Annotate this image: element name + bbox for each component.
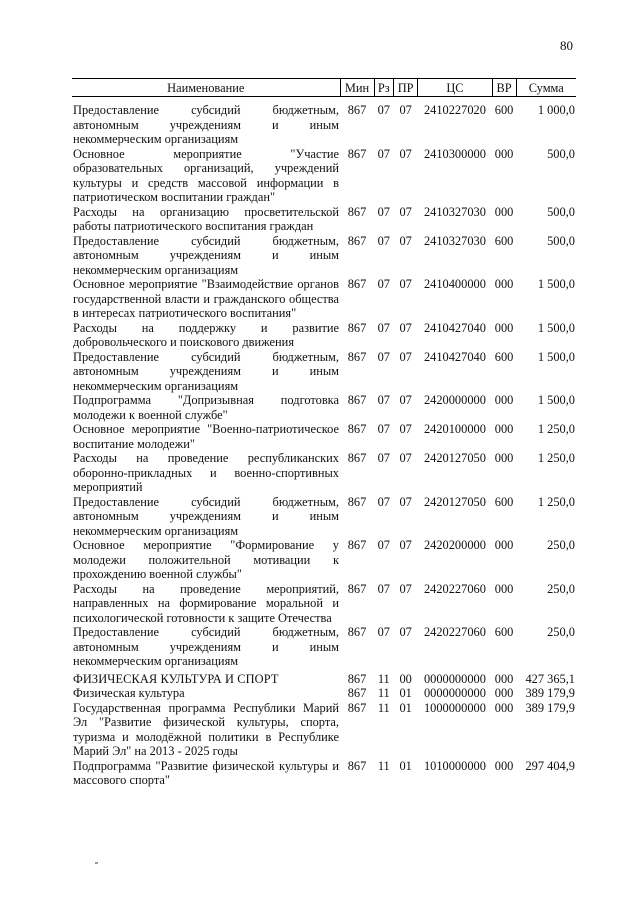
- row-rz-cell: 07: [377, 581, 390, 596]
- column-header-name: Наименование: [72, 79, 340, 97]
- table-row: [72, 422, 576, 451]
- row-vr-cell: 000: [494, 538, 514, 552]
- row-sum-cell: 1 500,0: [537, 393, 575, 407]
- row-sum-cell: 1 000,0: [537, 103, 575, 117]
- column-header-cs: ЦС: [418, 79, 492, 97]
- row-min-cell: 867: [347, 686, 367, 700]
- row-pr-cell: 07: [399, 451, 412, 465]
- column-header-rz: Рз: [374, 79, 394, 97]
- row-sum-cell: 427 365,1: [525, 671, 575, 686]
- row-sum-cell: 250,0: [547, 625, 575, 639]
- row-vr-cell: 000: [494, 671, 514, 686]
- row-pr-cell: 07: [399, 277, 412, 291]
- row-cs-cell: 2410327030: [423, 204, 486, 219]
- row-min-cell: 867: [347, 581, 367, 596]
- row-sum-cell: 250,0: [547, 581, 575, 596]
- row-rz-cell: 11: [377, 758, 390, 773]
- row-vr-cell: 600: [494, 349, 514, 364]
- row-sum-cell: 1 500,0: [537, 277, 575, 291]
- row-name-cell: Основное мероприятие "Военно-патриотическое воспитание молодежи": [73, 422, 339, 451]
- row-name-cell: Предоставление субсидий бюджетным, автономным учреждениям и иным некоммерческим организациям: [73, 494, 339, 538]
- table-row: [72, 97, 576, 147]
- row-vr-cell: 000: [494, 393, 514, 407]
- row-cs-cell: 2410400000: [423, 277, 486, 291]
- page-number: 80: [560, 38, 573, 53]
- row-name-cell: Государственная программа Республики Марий Эл "Развитие физической культуры, спорта, туризма и молодёжной политики в Республике Марий Эл" на 2013 - 2025 годы: [73, 700, 339, 758]
- table-row: [72, 350, 576, 394]
- row-rz-cell: 07: [377, 320, 390, 335]
- table-row: [72, 686, 576, 701]
- row-pr-cell: 01: [399, 758, 412, 773]
- row-pr-cell: 07: [399, 393, 412, 407]
- row-cs-cell: 2420127050: [423, 451, 486, 465]
- row-sum-cell: 1 250,0: [537, 422, 575, 436]
- column-header-min: Мин: [340, 79, 374, 97]
- budget-table: [72, 78, 576, 788]
- row-name-cell: Физическая культура: [73, 686, 185, 700]
- table-row: [72, 277, 576, 321]
- row-sum-cell: 1 500,0: [537, 349, 575, 364]
- row-rz-cell: 07: [377, 538, 390, 552]
- row-cs-cell: 1010000000: [423, 758, 486, 773]
- row-rz-cell: 11: [377, 700, 390, 715]
- row-vr-cell: 600: [494, 625, 514, 639]
- row-vr-cell: 600: [494, 103, 514, 117]
- table-row: [72, 582, 576, 626]
- row-min-cell: 867: [347, 233, 367, 248]
- scan-speck: [95, 862, 98, 864]
- row-pr-cell: 07: [399, 204, 412, 219]
- row-pr-cell: 07: [399, 146, 412, 161]
- row-rz-cell: 07: [377, 233, 390, 248]
- row-sum-cell: 500,0: [547, 146, 575, 161]
- row-cs-cell: 2410300000: [423, 146, 486, 161]
- table-row: [72, 321, 576, 350]
- row-pr-cell: 07: [399, 581, 412, 596]
- row-sum-cell: 500,0: [547, 204, 575, 219]
- row-name-cell: Основное мероприятие "Формирование у молодежи положительной мотивации к прохождению военной службы": [73, 538, 339, 581]
- row-pr-cell: 00: [399, 671, 412, 686]
- table-row: [72, 393, 576, 422]
- row-min-cell: 867: [347, 494, 367, 509]
- row-rz-cell: 07: [377, 494, 390, 509]
- column-header-pr: ПР: [394, 79, 418, 97]
- row-pr-cell: 07: [399, 422, 412, 436]
- table-body: [72, 97, 576, 788]
- row-min-cell: 867: [347, 146, 367, 161]
- row-min-cell: 867: [347, 204, 367, 219]
- row-name-cell: Расходы на проведение республиканских оборонно-прикладных и военно-спортивных мероприятий: [73, 451, 339, 494]
- row-name-cell: Предоставление субсидий бюджетным, автономным учреждениям и иным некоммерческим организациям: [73, 103, 339, 146]
- row-min-cell: 867: [347, 758, 367, 773]
- row-rz-cell: 07: [377, 146, 390, 161]
- table-row: [72, 495, 576, 539]
- row-cs-cell: 0000000000: [423, 671, 486, 686]
- row-min-cell: 867: [347, 103, 367, 117]
- row-rz-cell: 07: [377, 422, 390, 436]
- table-row: [72, 759, 576, 788]
- row-rz-cell: 07: [377, 349, 390, 364]
- table-row: [72, 625, 576, 669]
- row-name-cell: Расходы на поддержку и развитие добровольческого и поискового движения: [73, 320, 339, 349]
- row-pr-cell: 07: [399, 538, 412, 552]
- row-rz-cell: 11: [377, 671, 390, 686]
- row-name-cell: Расходы на проведение мероприятий, направленных на формирование моральной и психологической готовности к защите Отечества: [73, 581, 339, 625]
- row-sum-cell: 1 250,0: [537, 494, 575, 509]
- row-pr-cell: 07: [399, 320, 412, 335]
- row-vr-cell: 000: [494, 146, 514, 161]
- row-cs-cell: 2420200000: [423, 538, 486, 552]
- row-name-cell: Основное мероприятие "Взаимодействие органов государственной власти и гражданского общества в интересах патриотического воспитания": [73, 277, 339, 320]
- row-min-cell: 867: [347, 700, 367, 715]
- row-name-cell: Подпрограмма "Допризывная подготовка молодежи к военной службе": [73, 393, 339, 422]
- row-cs-cell: 2410227020: [423, 103, 486, 117]
- row-vr-cell: 000: [494, 451, 514, 465]
- table-row: [72, 451, 576, 495]
- row-cs-cell: 2420000000: [423, 393, 486, 407]
- row-min-cell: 867: [347, 349, 367, 364]
- row-pr-cell: 07: [399, 494, 412, 509]
- table-row: [72, 701, 576, 759]
- row-min-cell: 867: [347, 393, 367, 407]
- row-cs-cell: 2410427040: [423, 320, 486, 335]
- row-name-cell: Расходы на организацию просветительской работы патриотического воспитания граждан: [73, 204, 339, 233]
- table-header-row: [72, 79, 576, 97]
- row-rz-cell: 07: [377, 204, 390, 219]
- row-sum-cell: 1 250,0: [537, 451, 575, 465]
- row-pr-cell: 07: [399, 103, 412, 117]
- table-row: [72, 147, 576, 205]
- row-name-cell: Подпрограмма "Развитие физической культуры и массового спорта": [73, 758, 339, 787]
- row-pr-cell: 07: [399, 233, 412, 248]
- row-name-cell: Основное мероприятие "Участие образовательных организаций, учреждений культуры и средств массовой информации в патриотическом воспитании граждан": [73, 146, 339, 204]
- row-pr-cell: 01: [399, 686, 412, 700]
- row-sum-cell: 297 404,9: [525, 758, 575, 773]
- table-row: [72, 538, 576, 582]
- row-sum-cell: 1 500,0: [537, 320, 575, 335]
- row-cs-cell: 0000000000: [423, 686, 486, 700]
- row-vr-cell: 000: [494, 581, 514, 596]
- row-name-cell: Предоставление субсидий бюджетным, автономным учреждениям и иным некоммерческим организациям: [73, 625, 339, 668]
- table-row: [72, 234, 576, 278]
- row-vr-cell: 000: [494, 277, 514, 291]
- row-cs-cell: 2410327030: [423, 233, 486, 248]
- row-rz-cell: 07: [377, 451, 390, 465]
- row-cs-cell: 2420227060: [423, 625, 486, 639]
- row-min-cell: 867: [347, 538, 367, 552]
- row-sum-cell: 389 179,9: [525, 700, 575, 715]
- column-header-sum: Сумма: [516, 79, 576, 97]
- row-sum-cell: 500,0: [547, 233, 575, 248]
- row-min-cell: 867: [347, 277, 367, 291]
- row-vr-cell: 000: [494, 320, 514, 335]
- row-vr-cell: 600: [494, 494, 514, 509]
- row-pr-cell: 07: [399, 349, 412, 364]
- row-vr-cell: 000: [494, 700, 514, 715]
- row-cs-cell: 1000000000: [423, 700, 486, 715]
- row-cs-cell: 2420227060: [423, 581, 486, 596]
- table-row: [72, 205, 576, 234]
- row-name-cell: Предоставление субсидий бюджетным, автономным учреждениям и иным некоммерческим организациям: [73, 349, 339, 393]
- row-cs-cell: 2420127050: [423, 494, 486, 509]
- row-min-cell: 867: [347, 625, 367, 639]
- row-vr-cell: 000: [494, 686, 514, 700]
- row-rz-cell: 07: [377, 277, 390, 291]
- row-min-cell: 867: [347, 671, 367, 686]
- row-sum-cell: 389 179,9: [525, 686, 575, 700]
- row-pr-cell: 01: [399, 700, 412, 715]
- row-vr-cell: 000: [494, 758, 514, 773]
- row-vr-cell: 000: [494, 204, 514, 219]
- row-vr-cell: 600: [494, 233, 514, 248]
- row-rz-cell: 11: [377, 686, 390, 700]
- row-rz-cell: 07: [377, 625, 390, 639]
- row-name-cell: Предоставление субсидий бюджетным, автономным учреждениям и иным некоммерческим организациям: [73, 233, 339, 277]
- table-row: [72, 669, 576, 687]
- row-cs-cell: 2420100000: [423, 422, 486, 436]
- row-name-cell: ФИЗИЧЕСКАЯ КУЛЬТУРА И СПОРТ: [73, 671, 279, 686]
- row-rz-cell: 07: [377, 103, 390, 117]
- row-pr-cell: 07: [399, 625, 412, 639]
- row-min-cell: 867: [347, 320, 367, 335]
- row-min-cell: 867: [347, 451, 367, 465]
- row-vr-cell: 000: [494, 422, 514, 436]
- row-rz-cell: 07: [377, 393, 390, 407]
- column-header-vr: ВР: [492, 79, 516, 97]
- row-cs-cell: 2410427040: [423, 349, 486, 364]
- row-min-cell: 867: [347, 422, 367, 436]
- row-sum-cell: 250,0: [547, 538, 575, 552]
